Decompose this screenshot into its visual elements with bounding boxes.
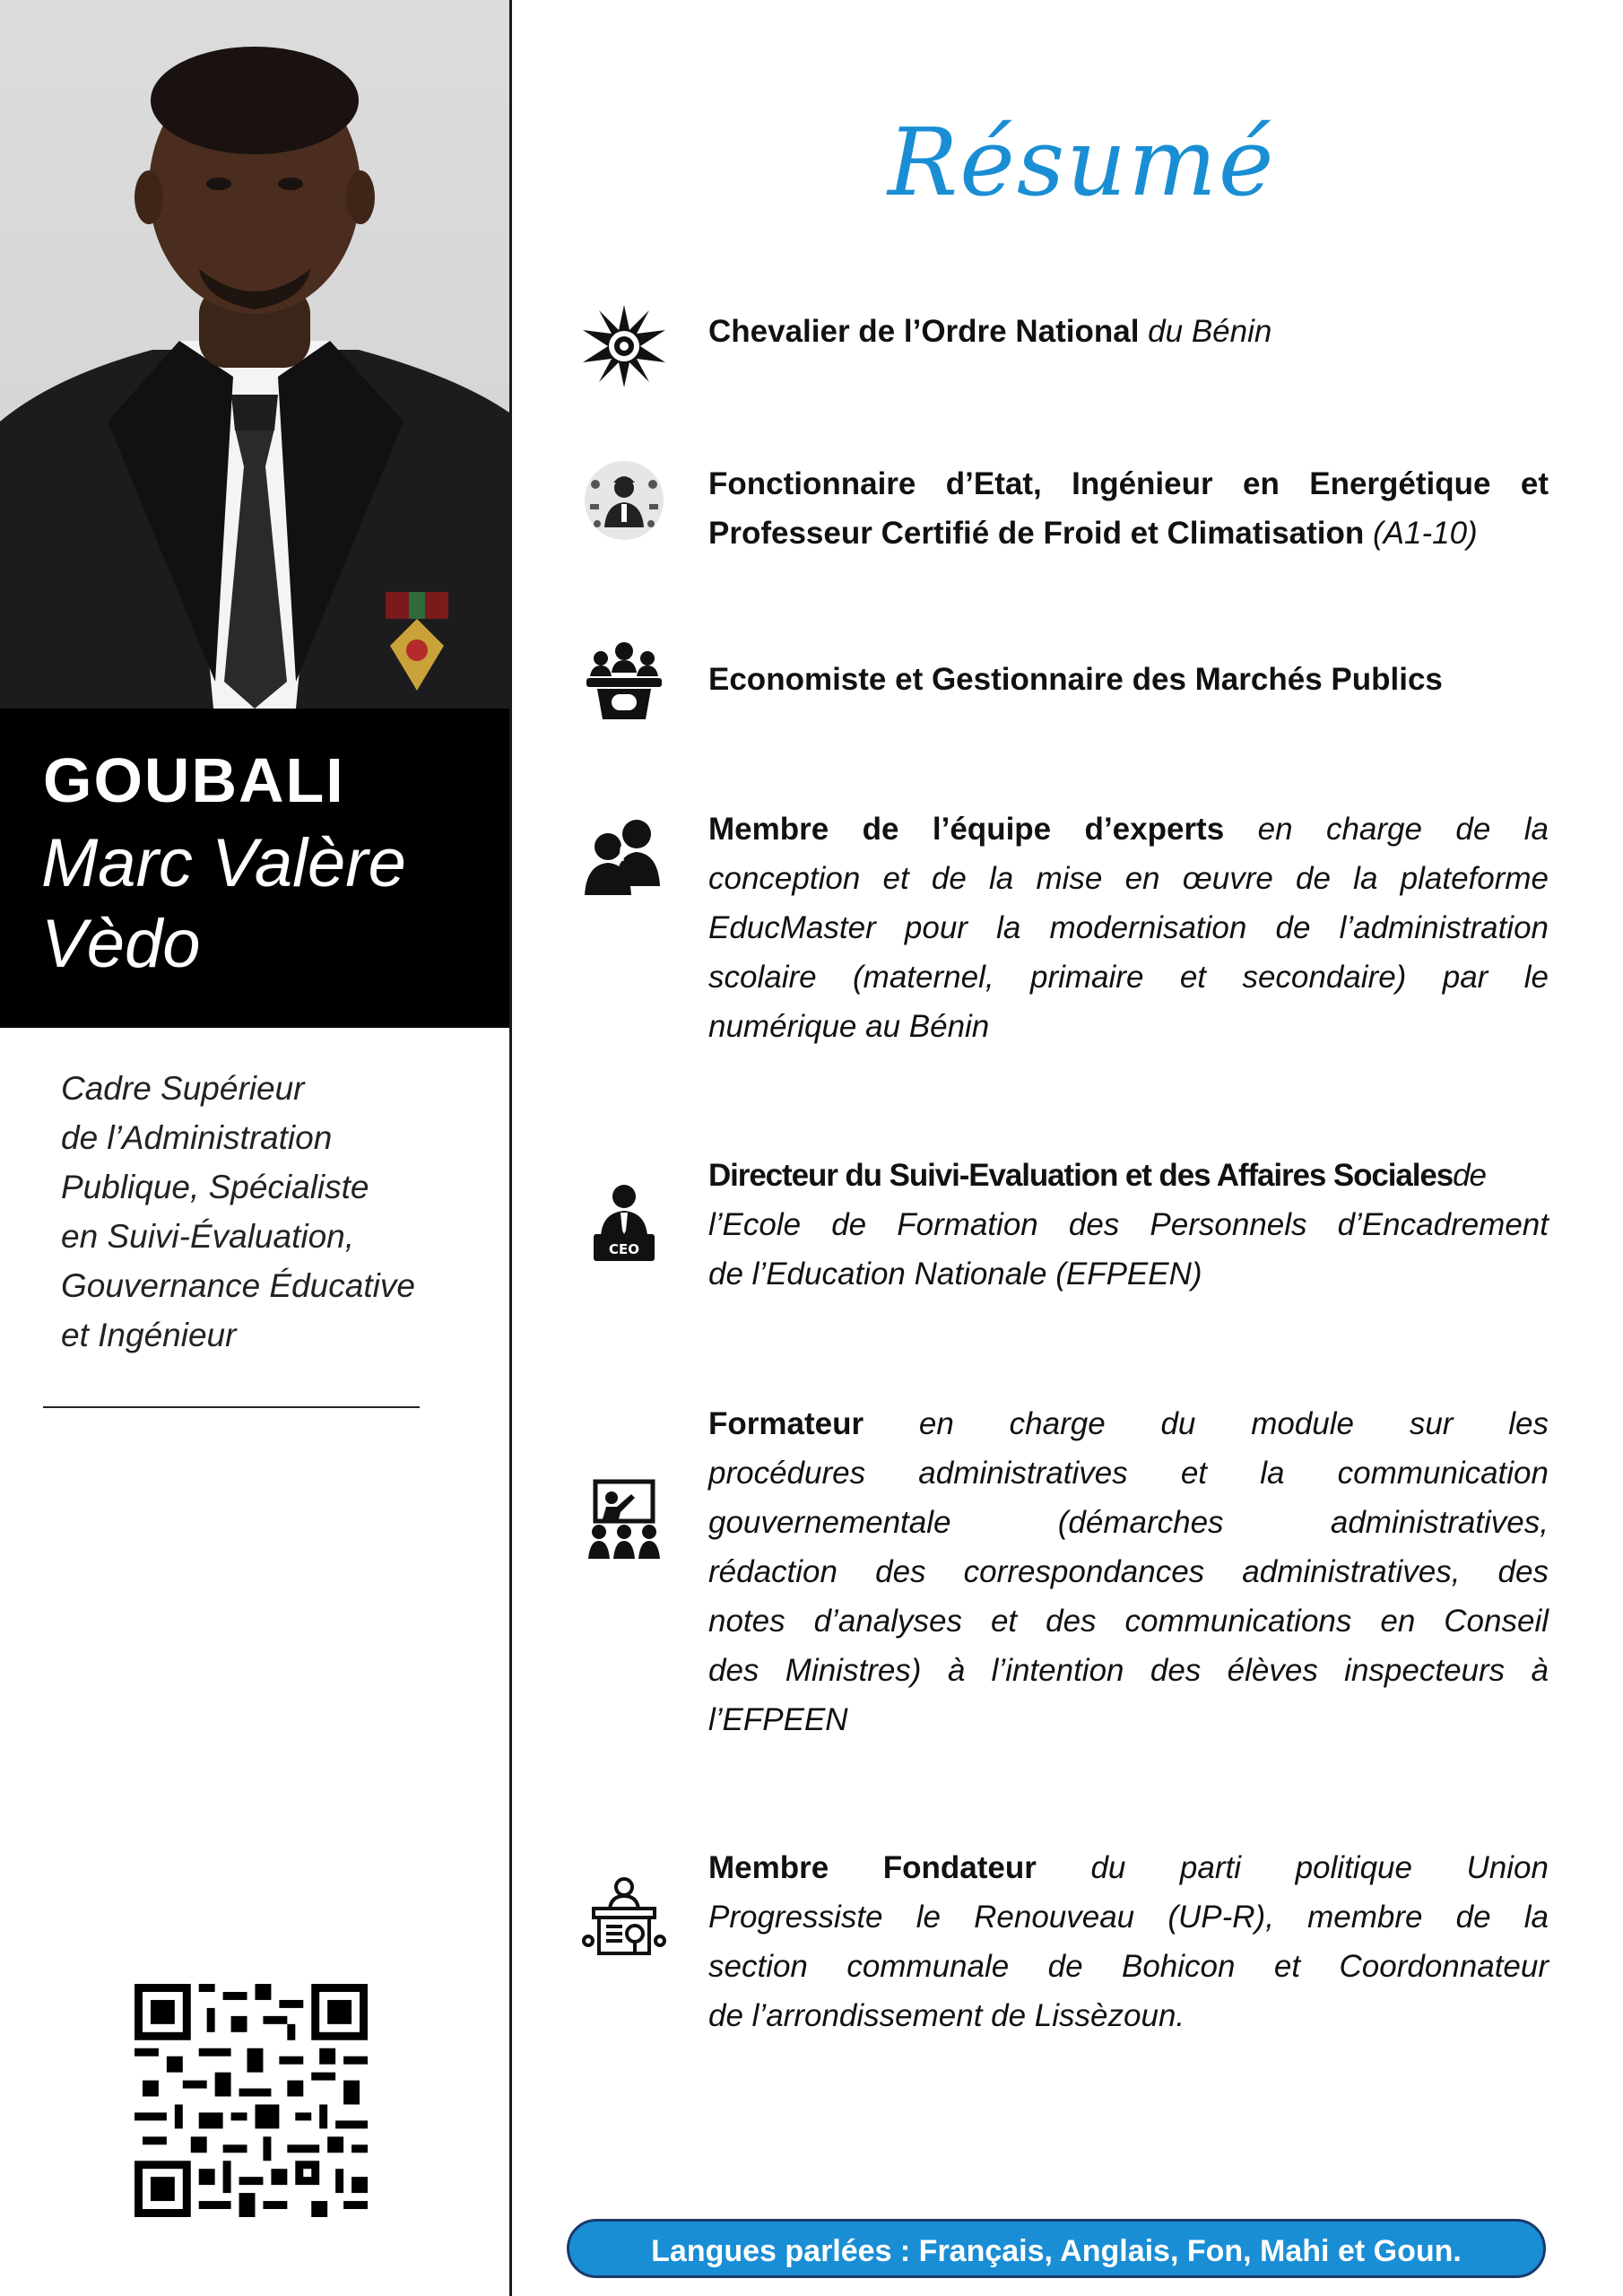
title-line: de l’Administration	[61, 1119, 333, 1156]
medal-star-icon	[581, 303, 667, 389]
entry-6-line: procédures administratives et la communication	[708, 1456, 1549, 1491]
engineer-icon	[581, 457, 667, 544]
entry-4-bold: Membre de l’équipe d’experts	[708, 812, 1225, 847]
entry-6-line: notes d’analyses et des communications en Conseil	[708, 1604, 1549, 1639]
entry-7-italic: du parti politique Union	[1036, 1850, 1549, 1885]
entry-4-line: conception et de la mise en œuvre de la plateforme	[708, 861, 1549, 896]
entry-5-line: de l’Education Nationale (EFPEEN)	[708, 1257, 1202, 1292]
entry-6-line: gouvernementale (démarches administratives,	[708, 1505, 1549, 1540]
job-title	[61, 1064, 473, 1360]
title-line: en Suivi-Évaluation,	[61, 1218, 355, 1255]
resume-entry-4	[708, 804, 1549, 1051]
entry-1-bold: Chevalier de l’Ordre National	[708, 314, 1140, 349]
entry-4-line: EducMaster pour la modernisation de l’administration	[708, 910, 1549, 945]
trainer-icon	[581, 1476, 667, 1562]
ceo-icon	[581, 1178, 667, 1265]
languages-banner: Langues parlées : Français, Anglais, Fon, Mahi et Goun.	[567, 2219, 1546, 2278]
entry-6-line: rédaction des correspondances administratives, des	[708, 1554, 1549, 1589]
divider	[43, 1406, 420, 1408]
profile-photo	[0, 0, 509, 709]
entry-1-italic: du Bénin	[1139, 314, 1272, 349]
entry-7-line: section communale de Bohicon et Coordonnateur	[708, 1949, 1549, 1984]
qr-code[interactable]	[135, 1984, 368, 2217]
left-column	[0, 0, 511, 2296]
people-group-icon	[581, 811, 667, 897]
entry-7-line: de l’arrondissement de Lissèzoun.	[708, 1998, 1185, 2033]
given-name-line-1: Marc Valère	[41, 825, 406, 901]
portrait-illustration	[0, 0, 509, 709]
entry-2-italic: (A1-10)	[1364, 516, 1478, 551]
title-line: Cadre Supérieur	[61, 1070, 305, 1107]
entry-4-line: scolaire (maternel, primaire et secondaire) par le	[708, 960, 1549, 995]
entry-2-bold: Professeur Certifié de Froid et Climatisation	[708, 516, 1365, 551]
entry-5-bold: Directeur du Suivi-Evaluation et des Affaires Sociales	[708, 1158, 1454, 1193]
entry-5-italic: de	[1453, 1158, 1486, 1193]
title-line: et Ingénieur	[61, 1317, 237, 1353]
given-names	[41, 823, 490, 985]
resume-entry-7	[708, 1843, 1549, 2040]
entry-4-italic: en charge de la	[1224, 812, 1549, 847]
resume-entry-3	[708, 655, 1549, 704]
name-banner	[0, 709, 509, 1028]
ceo-label: CEO	[608, 1241, 640, 1257]
title-line: Publique, Spécialiste	[61, 1169, 369, 1205]
resume-entry-5	[708, 1151, 1549, 1299]
surname: GOUBALI	[43, 745, 345, 815]
resume-heading: Résumé	[888, 108, 1276, 217]
resume-entry-2	[708, 459, 1549, 558]
entry-2-line-1: Fonctionnaire d’Etat, Ingénieur en Energétique et	[708, 466, 1549, 501]
entry-6-italic: en charge du module sur les	[864, 1406, 1549, 1441]
given-name-line-2: Vèdo	[41, 906, 201, 982]
entry-6-line: des Ministres) à l’intention des élèves inspecteurs à	[708, 1653, 1549, 1688]
resume-entry-6	[708, 1399, 1549, 1744]
team-meeting-icon	[581, 637, 667, 723]
entry-5-line: l’Ecole de Formation des Personnels d’Encadrement	[708, 1207, 1549, 1242]
title-line: Gouvernance Éducative	[61, 1267, 415, 1304]
entry-6-bold: Formateur	[708, 1406, 864, 1441]
column-divider	[509, 0, 512, 2296]
entry-3-line-1: Economiste et Gestionnaire des Marchés Publics	[708, 662, 1443, 697]
entry-4-line: numérique au Bénin	[708, 1009, 990, 1044]
founder-icon	[581, 1874, 667, 1961]
entry-7-bold: Membre Fondateur	[708, 1850, 1037, 1885]
entry-7-line: Progressiste le Renouveau (UP-R), membre de la	[708, 1900, 1549, 1935]
entry-6-line: l’EFPEEN	[708, 1702, 848, 1737]
resume-entry-1	[708, 307, 1549, 356]
